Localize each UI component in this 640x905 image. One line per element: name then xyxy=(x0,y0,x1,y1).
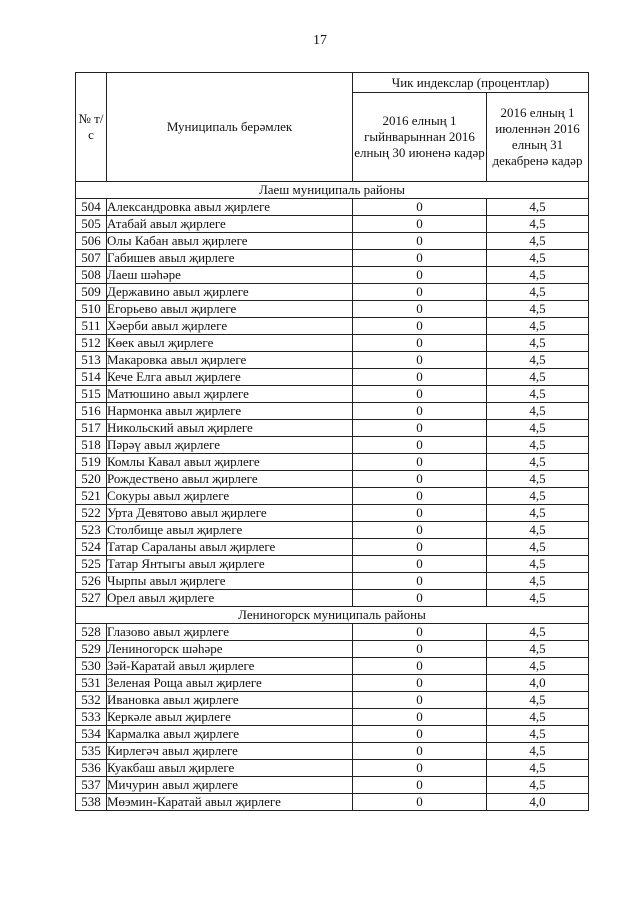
row-number: 506 xyxy=(76,233,107,250)
row-number: 530 xyxy=(76,658,107,675)
row-number: 505 xyxy=(76,216,107,233)
table-row xyxy=(76,369,589,386)
index-first-half: 0 xyxy=(353,352,487,369)
row-number: 517 xyxy=(76,420,107,437)
table-row xyxy=(76,301,589,318)
index-second-half: 4,5 xyxy=(487,726,589,743)
row-number: 528 xyxy=(76,624,107,641)
index-first-half: 0 xyxy=(353,573,487,590)
table-row xyxy=(76,794,589,811)
row-number: 523 xyxy=(76,522,107,539)
index-first-half: 0 xyxy=(353,641,487,658)
table-row xyxy=(76,335,589,352)
row-number: 516 xyxy=(76,403,107,420)
index-first-half: 0 xyxy=(353,454,487,471)
boundary-index-table xyxy=(75,72,589,811)
table-row xyxy=(76,522,589,539)
row-number: 520 xyxy=(76,471,107,488)
index-first-half: 0 xyxy=(353,675,487,692)
municipality-name: Олы Кабан авыл җирлеге xyxy=(107,233,353,250)
table-row xyxy=(76,216,589,233)
table-row xyxy=(76,743,589,760)
table-row xyxy=(76,199,589,216)
municipality-name: Глазово авыл җирлеге xyxy=(107,624,353,641)
index-first-half: 0 xyxy=(353,709,487,726)
municipality-name: Мичурин авыл җирлеге xyxy=(107,777,353,794)
index-second-half: 4,5 xyxy=(487,488,589,505)
index-second-half: 4,5 xyxy=(487,233,589,250)
index-second-half: 4,5 xyxy=(487,216,589,233)
municipality-name: Кирлегәч авыл җирлеге xyxy=(107,743,353,760)
index-first-half: 0 xyxy=(353,539,487,556)
table-row xyxy=(76,454,589,471)
index-second-half: 4,5 xyxy=(487,284,589,301)
index-first-half: 0 xyxy=(353,794,487,811)
row-number: 509 xyxy=(76,284,107,301)
municipality-name: Никольский авыл җирлеге xyxy=(107,420,353,437)
row-number: 526 xyxy=(76,573,107,590)
index-second-half: 4,5 xyxy=(487,692,589,709)
row-number: 510 xyxy=(76,301,107,318)
row-number: 527 xyxy=(76,590,107,607)
index-second-half: 4,5 xyxy=(487,760,589,777)
index-first-half: 0 xyxy=(353,488,487,505)
index-first-half: 0 xyxy=(353,301,487,318)
table-row xyxy=(76,318,589,335)
table-row xyxy=(76,284,589,301)
row-number: 511 xyxy=(76,318,107,335)
index-first-half: 0 xyxy=(353,692,487,709)
table-row xyxy=(76,505,589,522)
row-number: 508 xyxy=(76,267,107,284)
row-number: 537 xyxy=(76,777,107,794)
municipality-name: Мөэмин-Каратай авыл җирлеге xyxy=(107,794,353,811)
municipality-name: Атабай авыл җирлеге xyxy=(107,216,353,233)
row-number: 529 xyxy=(76,641,107,658)
municipality-name: Лениногорск шәһәре xyxy=(107,641,353,658)
district-title: Лениногорск муниципаль районы xyxy=(76,607,589,624)
municipality-name: Хәерби авыл җирлеге xyxy=(107,318,353,335)
index-second-half: 4,5 xyxy=(487,658,589,675)
index-second-half: 4,5 xyxy=(487,318,589,335)
index-first-half: 0 xyxy=(353,403,487,420)
index-first-half: 0 xyxy=(353,658,487,675)
table-row xyxy=(76,777,589,794)
table-row xyxy=(76,488,589,505)
index-first-half: 0 xyxy=(353,199,487,216)
municipality-name: Зеленая Роща авыл җирлеге xyxy=(107,675,353,692)
index-first-half: 0 xyxy=(353,233,487,250)
row-number: 519 xyxy=(76,454,107,471)
row-number: 514 xyxy=(76,369,107,386)
page-number: 17 xyxy=(313,33,327,48)
index-first-half: 0 xyxy=(353,471,487,488)
table-row xyxy=(76,250,589,267)
table-row xyxy=(76,658,589,675)
municipality-name: Татар Янтыгы авыл җирлеге xyxy=(107,556,353,573)
index-second-half: 4,5 xyxy=(487,250,589,267)
table-header xyxy=(76,73,589,182)
index-second-half: 4,5 xyxy=(487,590,589,607)
index-second-half: 4,5 xyxy=(487,522,589,539)
row-number: 515 xyxy=(76,386,107,403)
municipality-name: Александровка авыл җирлеге xyxy=(107,199,353,216)
index-second-half: 4,5 xyxy=(487,505,589,522)
municipality-name: Урта Девятово авыл җирлеге xyxy=(107,505,353,522)
index-second-half: 4,5 xyxy=(487,641,589,658)
index-second-half: 4,5 xyxy=(487,199,589,216)
header-period-first-half: 2016 елның 1 гыйнварыннан 2016 елның 30 июненә кадәр xyxy=(353,93,487,182)
row-number: 533 xyxy=(76,709,107,726)
table-row xyxy=(76,556,589,573)
index-first-half: 0 xyxy=(353,318,487,335)
municipality-name: Ивановка авыл җирлеге xyxy=(107,692,353,709)
district-title: Лаеш муниципаль районы xyxy=(76,182,589,199)
table-row xyxy=(76,539,589,556)
municipality-name: Матюшино авыл җирлеге xyxy=(107,386,353,403)
table-row xyxy=(76,624,589,641)
header-boundary-indices: Чик индекслар (процентлар) xyxy=(353,73,589,93)
district-row xyxy=(76,607,589,624)
municipality-name: Рождествено авыл җирлеге xyxy=(107,471,353,488)
index-second-half: 4,5 xyxy=(487,420,589,437)
index-second-half: 4,5 xyxy=(487,624,589,641)
header-period-second-half: 2016 елның 1 июленнән 2016 елның 31 декабренә кадәр xyxy=(487,93,589,182)
index-second-half: 4,5 xyxy=(487,403,589,420)
row-number: 518 xyxy=(76,437,107,454)
index-second-half: 4,5 xyxy=(487,454,589,471)
table-row xyxy=(76,590,589,607)
table-row xyxy=(76,709,589,726)
table-row xyxy=(76,692,589,709)
municipality-name: Зәй-Каратай авыл җирлеге xyxy=(107,658,353,675)
index-second-half: 4,5 xyxy=(487,471,589,488)
index-second-half: 4,5 xyxy=(487,437,589,454)
index-first-half: 0 xyxy=(353,760,487,777)
municipality-name: Столбище авыл җирлеге xyxy=(107,522,353,539)
table-body xyxy=(76,182,589,811)
table-row xyxy=(76,403,589,420)
municipality-name: Нармонка авыл җирлеге xyxy=(107,403,353,420)
index-first-half: 0 xyxy=(353,505,487,522)
index-first-half: 0 xyxy=(353,743,487,760)
header-number: № т/с xyxy=(76,73,107,182)
index-first-half: 0 xyxy=(353,590,487,607)
municipality-name: Кармалка авыл җирлеге xyxy=(107,726,353,743)
municipality-name: Макаровка авыл җирлеге xyxy=(107,352,353,369)
table-row xyxy=(76,471,589,488)
table-row xyxy=(76,437,589,454)
index-first-half: 0 xyxy=(353,284,487,301)
row-number: 535 xyxy=(76,743,107,760)
row-number: 525 xyxy=(76,556,107,573)
index-second-half: 4,5 xyxy=(487,709,589,726)
index-first-half: 0 xyxy=(353,437,487,454)
row-number: 512 xyxy=(76,335,107,352)
index-first-half: 0 xyxy=(353,216,487,233)
municipality-name: Керкәле авыл җирлеге xyxy=(107,709,353,726)
index-second-half: 4,5 xyxy=(487,335,589,352)
index-second-half: 4,5 xyxy=(487,352,589,369)
index-first-half: 0 xyxy=(353,386,487,403)
municipality-name: Габишев авыл җирлеге xyxy=(107,250,353,267)
municipality-name: Чырпы авыл җирлеге xyxy=(107,573,353,590)
row-number: 531 xyxy=(76,675,107,692)
index-first-half: 0 xyxy=(353,250,487,267)
index-first-half: 0 xyxy=(353,726,487,743)
index-second-half: 4,5 xyxy=(487,743,589,760)
index-first-half: 0 xyxy=(353,556,487,573)
row-number: 507 xyxy=(76,250,107,267)
municipality-name: Куакбаш авыл җирлеге xyxy=(107,760,353,777)
municipality-name: Татар Сараланы авыл җирлеге xyxy=(107,539,353,556)
row-number: 522 xyxy=(76,505,107,522)
municipality-name: Орел авыл җирлеге xyxy=(107,590,353,607)
index-second-half: 4,5 xyxy=(487,386,589,403)
table-row xyxy=(76,760,589,777)
index-first-half: 0 xyxy=(353,335,487,352)
table-row xyxy=(76,233,589,250)
index-second-half: 4,0 xyxy=(487,794,589,811)
row-number: 513 xyxy=(76,352,107,369)
table-row xyxy=(76,386,589,403)
table-row xyxy=(76,675,589,692)
row-number: 524 xyxy=(76,539,107,556)
index-second-half: 4,5 xyxy=(487,573,589,590)
index-first-half: 0 xyxy=(353,777,487,794)
index-second-half: 4,5 xyxy=(487,267,589,284)
row-number: 532 xyxy=(76,692,107,709)
index-second-half: 4,5 xyxy=(487,777,589,794)
table-row xyxy=(76,641,589,658)
table-row xyxy=(76,420,589,437)
municipality-name: Сокуры авыл җирлеге xyxy=(107,488,353,505)
row-number: 536 xyxy=(76,760,107,777)
index-second-half: 4,0 xyxy=(487,675,589,692)
index-second-half: 4,5 xyxy=(487,556,589,573)
municipality-name: Кече Елга авыл җирлеге xyxy=(107,369,353,386)
row-number: 504 xyxy=(76,199,107,216)
index-first-half: 0 xyxy=(353,267,487,284)
table-row xyxy=(76,726,589,743)
index-first-half: 0 xyxy=(353,420,487,437)
table-row xyxy=(76,352,589,369)
municipality-name: Лаеш шәһәре xyxy=(107,267,353,284)
municipality-name: Егорьево авыл җирлеге xyxy=(107,301,353,318)
index-first-half: 0 xyxy=(353,369,487,386)
municipality-name: Комлы Кавал авыл җирлеге xyxy=(107,454,353,471)
municipality-name: Пәрәү авыл җирлеге xyxy=(107,437,353,454)
row-number: 534 xyxy=(76,726,107,743)
table-row xyxy=(76,573,589,590)
municipality-name: Көек авыл җирлеге xyxy=(107,335,353,352)
row-number: 521 xyxy=(76,488,107,505)
index-first-half: 0 xyxy=(353,624,487,641)
header-municipality: Муниципаль берәмлек xyxy=(107,73,353,182)
municipality-name: Державино авыл җирлеге xyxy=(107,284,353,301)
district-row xyxy=(76,182,589,199)
index-second-half: 4,5 xyxy=(487,539,589,556)
index-first-half: 0 xyxy=(353,522,487,539)
index-second-half: 4,5 xyxy=(487,301,589,318)
index-second-half: 4,5 xyxy=(487,369,589,386)
table-row xyxy=(76,267,589,284)
row-number: 538 xyxy=(76,794,107,811)
